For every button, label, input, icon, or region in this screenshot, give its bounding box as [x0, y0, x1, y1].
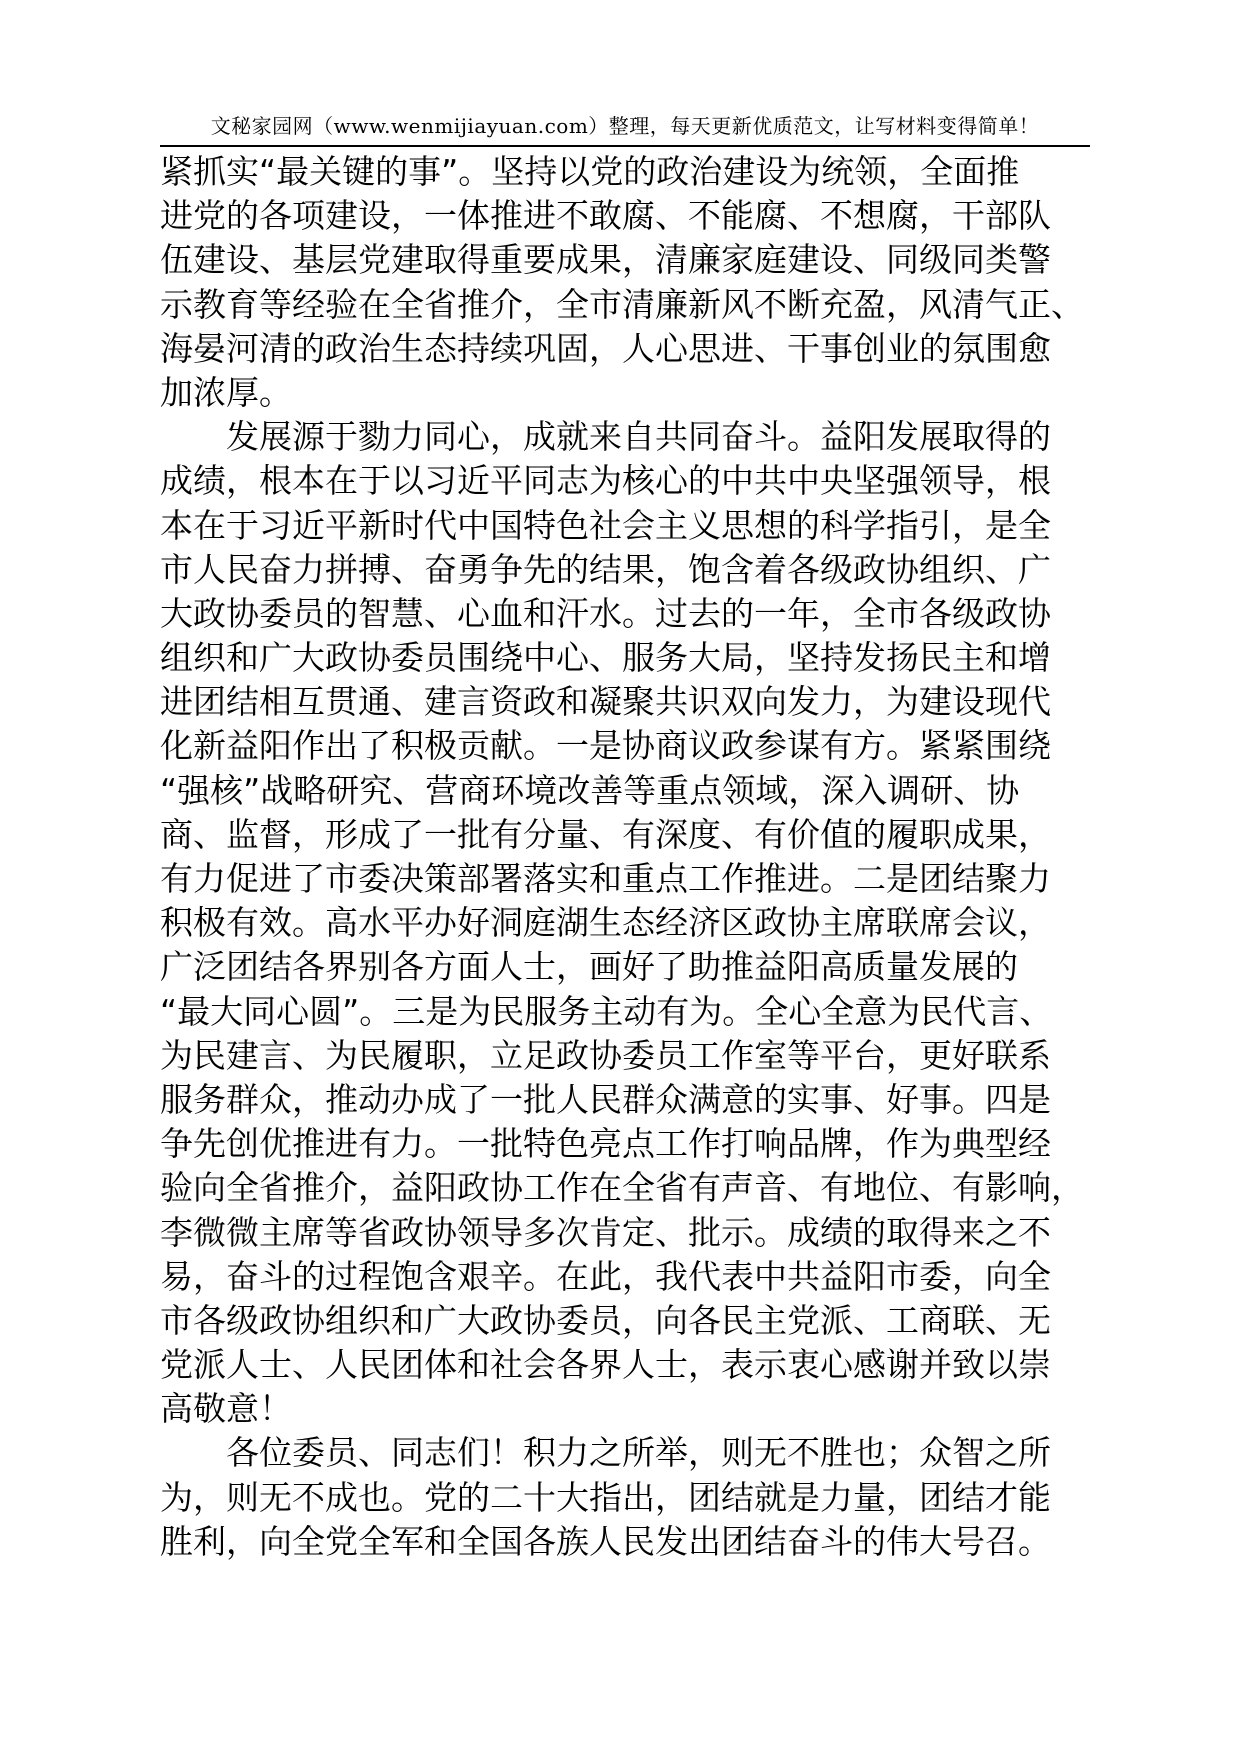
text-line: “强核”战略研究、营商环境改善等重点领域，深入调研、协 — [160, 770, 1020, 810]
page-header: 文秘家园网（www.wenmijiayuan.com）整理，每天更新优质范文，让写材料变得简单！ — [210, 114, 1040, 138]
paragraph-3 — [160, 1431, 1118, 1564]
text-line: 各位委员、同志们！积力之所举，则无不胜也；众智之所 — [226, 1433, 1051, 1473]
text-line: 李微微主席等省政协领导多次肯定、批示。成绩的取得来之不 — [160, 1212, 1051, 1252]
text-line: 本在于习近平新时代中国特色社会主义思想的科学指引，是全 — [160, 505, 1051, 545]
text-line: 组织和广大政协委员围绕中心、服务大局，坚持发扬民主和增 — [160, 638, 1051, 678]
text-line: 争先创优推进有力。一批特色亮点工作打响品牌，作为典型经 — [160, 1124, 1051, 1164]
text-line: 市各级政协组织和广大政协委员，向各民主党派、工商联、无 — [160, 1300, 1051, 1340]
text-line: 商、监督，形成了一批有分量、有深度、有价值的履职成果， — [160, 814, 1051, 854]
text-line: 进团结相互贯通、建言资政和凝聚共识双向发力，为建设现代 — [160, 682, 1051, 722]
text-line: 成绩，根本在于以习近平同志为核心的中共中央坚强领导，根 — [160, 461, 1051, 501]
text-line: 加浓厚。 — [160, 372, 292, 412]
text-line: 伍建设、基层党建取得重要成果，清廉家庭建设、同级同类警 — [160, 240, 1051, 280]
paragraph-2 — [160, 415, 1118, 1431]
text-line: 验向全省推介，益阳政协工作在全省有声音、有地位、有影响， — [160, 1168, 1084, 1208]
text-line: 市人民奋力拼搏、奋勇争先的结果，饱含着各级政协组织、广 — [160, 549, 1051, 589]
text-line: 化新益阳作出了积极贡献。一是协商议政参谋有方。紧紧围绕 — [160, 726, 1051, 766]
text-line: 进党的各项建设，一体推进不敢腐、不能腐、不想腐，干部队 — [160, 196, 1051, 236]
text-line: 易，奋斗的过程饱含艰辛。在此，我代表中共益阳市委，向全 — [160, 1256, 1051, 1296]
text-line: 广泛团结各界别各方面人士，画好了助推益阳高质量发展的 — [160, 947, 1018, 987]
document-body — [160, 150, 1118, 1564]
text-line: 为民建言、为民履职，立足政协委员工作室等平台，更好联系 — [160, 1035, 1051, 1075]
text-line: 示教育等经验在全省推介，全市清廉新风不断充盈，风清气正、 — [160, 284, 1084, 324]
text-line: 有力促进了市委决策部署落实和重点工作推进。二是团结聚力 — [160, 859, 1051, 898]
text-line: 高敬意！ — [160, 1389, 292, 1429]
text-line: 积极有效。高水平办好洞庭湖生态经济区政协主席联席会议， — [160, 903, 1051, 943]
text-line: 服务群众，推动办成了一批人民群众满意的实事、好事。四是 — [160, 1079, 1051, 1119]
text-line: 发展源于勠力同心，成就来自共同奋斗。益阳发展取得的 — [226, 417, 1051, 457]
text-line: 海晏河清的政治生态持续巩固，人心思进、干事创业的氛围愈 — [160, 328, 1051, 368]
text-line: 党派人士、人民团体和社会各界人士，表示衷心感谢并致以崇 — [160, 1345, 1051, 1385]
text-line: 大政协委员的智慧、心血和汗水。过去的一年，全市各级政协 — [160, 593, 1051, 633]
text-line: 胜利，向全党全军和全国各族人民发出团结奋斗的伟大号召。 — [160, 1521, 1051, 1561]
text-line: 紧抓实“最关键的事”。坚持以党的政治建设为统领，全面推 — [160, 152, 1020, 191]
text-line: 为，则无不成也。党的二十大指出，团结就是力量，团结才能 — [160, 1477, 1051, 1517]
paragraph-1 — [160, 150, 1118, 415]
header-divider — [160, 145, 1090, 147]
text-line: “最大同心圆”。三是为民服务主动有为。全心全意为民代言、 — [160, 991, 1053, 1031]
